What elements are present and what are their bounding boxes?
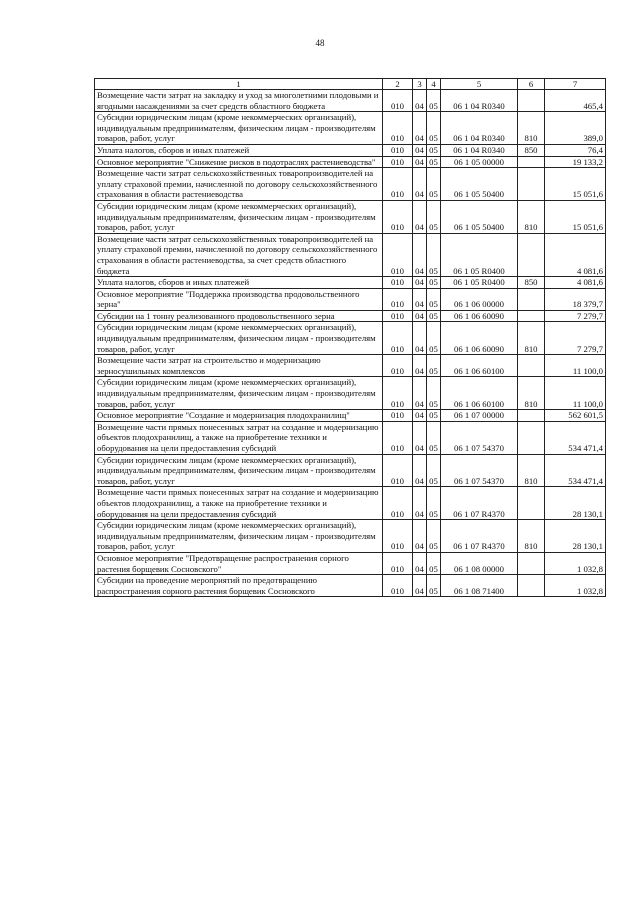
code-2-cell: 010 xyxy=(383,322,413,355)
item-name-cell: Основное мероприятие "Предотвращение распространения сорного растения борщевик Сосновского" xyxy=(95,552,383,574)
item-name-cell: Субсидии юридическим лицам (кроме некоммерческих организаций), индивидуальным предпринимателям, физическим лицам - производителям товаров, работ, услуг xyxy=(95,377,383,410)
expense-type-cell: 850 xyxy=(518,277,545,289)
table-row xyxy=(95,144,606,156)
code-4-cell: 05 xyxy=(427,410,441,422)
table-row xyxy=(95,421,606,454)
amount-cell: 4 081,6 xyxy=(545,277,606,289)
target-article-cell: 06 1 06 60090 xyxy=(441,322,518,355)
target-article-cell: 06 1 06 60100 xyxy=(441,377,518,410)
code-3-cell: 04 xyxy=(413,552,427,574)
expense-type-cell: 810 xyxy=(518,200,545,233)
code-3-cell: 04 xyxy=(413,168,427,201)
code-3-cell: 04 xyxy=(413,355,427,377)
code-2-cell: 010 xyxy=(383,421,413,454)
table-row xyxy=(95,112,606,145)
amount-cell: 534 471,4 xyxy=(545,421,606,454)
target-article-cell: 06 1 05 R0400 xyxy=(441,277,518,289)
target-article-cell: 06 1 04 R0340 xyxy=(441,90,518,112)
code-2-cell: 010 xyxy=(383,575,413,597)
code-2-cell: 010 xyxy=(383,168,413,201)
table-row xyxy=(95,288,606,310)
target-article-cell: 06 1 05 00000 xyxy=(441,156,518,168)
target-article-cell: 06 1 07 00000 xyxy=(441,410,518,422)
code-2-cell: 010 xyxy=(383,355,413,377)
header-cell: 3 xyxy=(413,79,427,90)
amount-cell: 1 032,8 xyxy=(545,575,606,597)
item-name-cell: Субсидии юридическим лицам (кроме некоммерческих организаций), индивидуальным предпринимателям, физическим лицам - производителям товаров, работ, услуг xyxy=(95,520,383,553)
expense-type-cell xyxy=(518,90,545,112)
code-2-cell: 010 xyxy=(383,552,413,574)
table-row xyxy=(95,310,606,322)
header-row xyxy=(95,79,606,90)
code-3-cell: 04 xyxy=(413,200,427,233)
expense-type-cell xyxy=(518,233,545,276)
target-article-cell: 06 1 04 R0340 xyxy=(441,144,518,156)
expense-type-cell xyxy=(518,288,545,310)
page-number: 48 xyxy=(315,38,325,48)
header-cell: 7 xyxy=(545,79,606,90)
amount-cell: 7 279,7 xyxy=(545,310,606,322)
code-2-cell: 010 xyxy=(383,487,413,520)
expense-type-cell xyxy=(518,355,545,377)
code-2-cell: 010 xyxy=(383,454,413,487)
code-4-cell: 05 xyxy=(427,552,441,574)
target-article-cell: 06 1 08 71400 xyxy=(441,575,518,597)
expense-type-cell xyxy=(518,310,545,322)
code-2-cell: 010 xyxy=(383,112,413,145)
budget-table xyxy=(94,78,606,597)
target-article-cell: 06 1 05 50400 xyxy=(441,168,518,201)
table-row xyxy=(95,233,606,276)
code-2-cell: 010 xyxy=(383,233,413,276)
code-3-cell: 04 xyxy=(413,575,427,597)
code-3-cell: 04 xyxy=(413,454,427,487)
expense-type-cell: 810 xyxy=(518,454,545,487)
code-4-cell: 05 xyxy=(427,288,441,310)
expense-type-cell xyxy=(518,168,545,201)
amount-cell: 534 471,4 xyxy=(545,454,606,487)
amount-cell: 4 081,6 xyxy=(545,233,606,276)
table-row xyxy=(95,487,606,520)
code-4-cell: 05 xyxy=(427,168,441,201)
expense-type-cell: 810 xyxy=(518,112,545,145)
code-3-cell: 04 xyxy=(413,277,427,289)
table-row xyxy=(95,355,606,377)
code-4-cell: 05 xyxy=(427,322,441,355)
code-3-cell: 04 xyxy=(413,310,427,322)
header-cell: 4 xyxy=(427,79,441,90)
table-row xyxy=(95,520,606,553)
amount-cell: 28 130,1 xyxy=(545,520,606,553)
expense-type-cell xyxy=(518,487,545,520)
amount-cell: 7 279,7 xyxy=(545,322,606,355)
code-2-cell: 010 xyxy=(383,156,413,168)
item-name-cell: Субсидии юридическим лицам (кроме некоммерческих организаций), индивидуальным предпринимателям, физическим лицам - производителям товаров, работ, услуг xyxy=(95,322,383,355)
code-3-cell: 04 xyxy=(413,156,427,168)
expense-type-cell: 810 xyxy=(518,322,545,355)
code-4-cell: 05 xyxy=(427,421,441,454)
amount-cell: 389,0 xyxy=(545,112,606,145)
item-name-cell: Уплата налогов, сборов и иных платежей xyxy=(95,277,383,289)
target-article-cell: 06 1 07 54370 xyxy=(441,421,518,454)
table-row xyxy=(95,454,606,487)
target-article-cell: 06 1 07 R4370 xyxy=(441,520,518,553)
code-2-cell: 010 xyxy=(383,310,413,322)
expense-type-cell xyxy=(518,575,545,597)
expense-type-cell xyxy=(518,421,545,454)
table-row xyxy=(95,552,606,574)
code-3-cell: 04 xyxy=(413,322,427,355)
code-4-cell: 05 xyxy=(427,575,441,597)
code-4-cell: 05 xyxy=(427,520,441,553)
item-name-cell: Возмещение части затрат сельскохозяйственных товаропроизводителей на уплату страховой премии, начисленной по договору сельскохозяйственного страхования в области растениеводства, за счет средств областного бюджета xyxy=(95,233,383,276)
target-article-cell: 06 1 08 00000 xyxy=(441,552,518,574)
amount-cell: 15 051,6 xyxy=(545,200,606,233)
code-2-cell: 010 xyxy=(383,277,413,289)
code-2-cell: 010 xyxy=(383,520,413,553)
table-row xyxy=(95,575,606,597)
code-3-cell: 04 xyxy=(413,90,427,112)
target-article-cell: 06 1 06 60090 xyxy=(441,310,518,322)
code-3-cell: 04 xyxy=(413,377,427,410)
item-name-cell: Субсидии юридическим лицам (кроме некоммерческих организаций), индивидуальным предпринимателям, физическим лицам - производителям товаров, работ, услуг xyxy=(95,200,383,233)
amount-cell: 465,4 xyxy=(545,90,606,112)
amount-cell: 11 100,0 xyxy=(545,377,606,410)
header-cell: 1 xyxy=(95,79,383,90)
header-cell: 5 xyxy=(441,79,518,90)
target-article-cell: 06 1 07 R4370 xyxy=(441,487,518,520)
target-article-cell: 06 1 05 50400 xyxy=(441,200,518,233)
table-row xyxy=(95,90,606,112)
table-row xyxy=(95,277,606,289)
item-name-cell: Субсидии юридическим лицам (кроме некоммерческих организаций), индивидуальным предпринимателям, физическим лицам - производителям товаров, работ, услуг xyxy=(95,454,383,487)
code-4-cell: 05 xyxy=(427,156,441,168)
item-name-cell: Основное мероприятие "Создание и модернизация плодохранилищ" xyxy=(95,410,383,422)
item-name-cell: Возмещение части прямых понесенных затрат на создание и модернизацию объектов плодохранилищ, а также на приобретение техники и оборудования на цели предоставления субсидий xyxy=(95,487,383,520)
item-name-cell: Возмещение части затрат сельскохозяйственных товаропроизводителей на уплату страховой премии, начисленной по договору сельскохозяйственного страхования в области растениеводства xyxy=(95,168,383,201)
amount-cell: 19 133,2 xyxy=(545,156,606,168)
code-3-cell: 04 xyxy=(413,112,427,145)
expense-type-cell: 810 xyxy=(518,520,545,553)
code-3-cell: 04 xyxy=(413,421,427,454)
amount-cell: 18 379,7 xyxy=(545,288,606,310)
item-name-cell: Основное мероприятие "Снижение рисков в подотраслях растениеводства" xyxy=(95,156,383,168)
code-2-cell: 010 xyxy=(383,377,413,410)
code-4-cell: 05 xyxy=(427,112,441,145)
code-4-cell: 05 xyxy=(427,487,441,520)
expense-type-cell xyxy=(518,156,545,168)
code-4-cell: 05 xyxy=(427,233,441,276)
code-4-cell: 05 xyxy=(427,310,441,322)
item-name-cell: Субсидии на 1 тонну реализованного продовольственного зерна xyxy=(95,310,383,322)
code-4-cell: 05 xyxy=(427,377,441,410)
code-2-cell: 010 xyxy=(383,410,413,422)
table-row xyxy=(95,200,606,233)
amount-cell: 562 601,5 xyxy=(545,410,606,422)
table-row xyxy=(95,410,606,422)
code-3-cell: 04 xyxy=(413,233,427,276)
item-name-cell: Субсидии юридическим лицам (кроме некоммерческих организаций), индивидуальным предпринимателям, физическим лицам - производителям товаров, работ, услуг xyxy=(95,112,383,145)
code-2-cell: 010 xyxy=(383,200,413,233)
header-cell: 2 xyxy=(383,79,413,90)
target-article-cell: 06 1 07 54370 xyxy=(441,454,518,487)
expense-type-cell: 810 xyxy=(518,377,545,410)
amount-cell: 28 130,1 xyxy=(545,487,606,520)
table-row xyxy=(95,168,606,201)
item-name-cell: Возмещение части затрат на закладку и уход за многолетними плодовыми и ягодными насаждениями за счет средств областного бюджета xyxy=(95,90,383,112)
table-row xyxy=(95,377,606,410)
expense-type-cell: 850 xyxy=(518,144,545,156)
code-4-cell: 05 xyxy=(427,355,441,377)
header-cell: 6 xyxy=(518,79,545,90)
target-article-cell: 06 1 04 R0340 xyxy=(441,112,518,145)
item-name-cell: Уплата налогов, сборов и иных платежей xyxy=(95,144,383,156)
target-article-cell: 06 1 05 R0400 xyxy=(441,233,518,276)
code-4-cell: 05 xyxy=(427,200,441,233)
amount-cell: 15 051,6 xyxy=(545,168,606,201)
code-2-cell: 010 xyxy=(383,288,413,310)
item-name-cell: Возмещение части прямых понесенных затрат на создание и модернизацию объектов плодохранилищ, а также на приобретение техники и оборудования на цели предоставления субсидий xyxy=(95,421,383,454)
code-4-cell: 05 xyxy=(427,454,441,487)
code-3-cell: 04 xyxy=(413,520,427,553)
code-3-cell: 04 xyxy=(413,487,427,520)
code-4-cell: 05 xyxy=(427,90,441,112)
code-2-cell: 010 xyxy=(383,144,413,156)
amount-cell: 1 032,8 xyxy=(545,552,606,574)
item-name-cell: Субсидии на проведение мероприятий по предотвращению распространения сорного растения борщевик Сосновского xyxy=(95,575,383,597)
code-4-cell: 05 xyxy=(427,144,441,156)
amount-cell: 76,4 xyxy=(545,144,606,156)
item-name-cell: Основное мероприятие "Поддержка производства продовольственного зерна" xyxy=(95,288,383,310)
amount-cell: 11 100,0 xyxy=(545,355,606,377)
expense-type-cell xyxy=(518,410,545,422)
code-2-cell: 010 xyxy=(383,90,413,112)
code-3-cell: 04 xyxy=(413,144,427,156)
table-row xyxy=(95,322,606,355)
expense-type-cell xyxy=(518,552,545,574)
code-3-cell: 04 xyxy=(413,288,427,310)
table-row xyxy=(95,156,606,168)
code-3-cell: 04 xyxy=(413,410,427,422)
item-name-cell: Возмещение части затрат на строительство и модернизацию зерносушильных комплексов xyxy=(95,355,383,377)
target-article-cell: 06 1 06 60100 xyxy=(441,355,518,377)
target-article-cell: 06 1 06 00000 xyxy=(441,288,518,310)
code-4-cell: 05 xyxy=(427,277,441,289)
